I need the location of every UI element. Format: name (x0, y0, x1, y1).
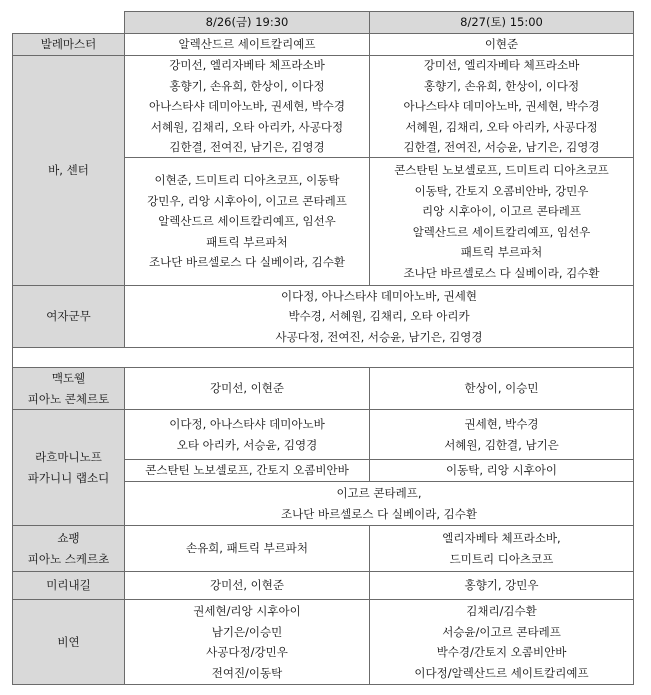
cast-line: 콘스탄틴 노보셀로프, 간토지 오콤비안바 (145, 463, 349, 478)
cast-line: 강미선, 엘리자베타 체프라소바 (423, 58, 580, 73)
header-date-1 (124, 11, 370, 34)
cast-line: 김한결, 전여진, 서승윤, 남기은, 김영경 (403, 140, 600, 155)
biyeon-cast-2 (369, 599, 634, 685)
cast-line: 이동탁, 간토지 오콤비안바, 강민우 (414, 183, 589, 198)
cast-line: 권세현, 박수경 (464, 417, 539, 431)
date-1-text: 8/26(금) 19:30 (205, 15, 289, 30)
bar-center-group2-cast-1 (124, 157, 370, 286)
label-line: 피아노 콘체르토 (27, 391, 110, 406)
label-line: 파가니니 랩소디 (27, 470, 110, 485)
bar-center-label-text: 바, 센터 (48, 163, 89, 178)
cast-line: 조나단 바르셀로스 다 실베이라, 김수환 (403, 265, 600, 280)
biyeon-label-text: 비연 (57, 634, 80, 649)
rachmaninoff-row1-cast-2 (369, 409, 634, 460)
cast-line: 강미선, 이현준 (210, 381, 284, 396)
ballet-master-label-text: 발레마스터 (40, 37, 97, 52)
cast-line: 조나단 바르셀로스 다 실베이라, 김수환 (148, 255, 346, 270)
cast-line: 김채리/김수환 (466, 604, 537, 618)
cast-line: 한상이, 이승민 (464, 381, 539, 396)
female-corps-label-text: 여자군무 (46, 309, 91, 324)
ballet-master-label (12, 33, 125, 56)
macdowell-cast-2 (369, 367, 634, 410)
cast-line: 서혜원, 김채리, 오타 아리카, 사공다정 (150, 119, 344, 134)
cast-line: 리앙 시후아이, 이고르 콘타레프 (421, 204, 582, 218)
cast-line: 서승윤/이고르 콘타레프 (442, 624, 561, 639)
cast-line: 아나스타샤 데미아노바, 권세현, 박수경 (403, 99, 600, 114)
cast-line: 알렉산드르 세이트칼리예프, 임선우 (412, 224, 591, 239)
chopin-label (12, 525, 125, 572)
ballet-master-cast-1-text: 알렉산드르 세이트칼리예프 (178, 37, 316, 52)
cast-line: 박수경, 서혜원, 김채리, 오타 아리카 (288, 309, 470, 324)
macdowell-label (12, 367, 125, 410)
cast-line: 조나단 바르셀로스 다 실베이라, 김수환 (280, 506, 478, 521)
cast-line: 오타 아리카, 서승윤, 김영경 (176, 437, 318, 452)
ballet-master-cast-2-text: 이현준 (484, 37, 519, 52)
date-2-text: 8/27(토) 15:00 (460, 15, 543, 30)
rachmaninoff-row2-cast-2 (369, 459, 634, 482)
cast-line: 홍향기, 손유희, 한상이, 이다정 (169, 78, 325, 93)
cast-line: 이다정, 아나스타샤 데미아노바 (169, 417, 325, 431)
cast-line: 서혜원, 김한결, 남기은 (444, 437, 559, 452)
cast-line: 드미트리 디아츠코프 (449, 551, 554, 566)
label-line: 쇼팽 (57, 531, 80, 545)
cast-line: 남기은/이승민 (211, 624, 283, 639)
mirinaegil-label-text: 미리내길 (46, 578, 91, 593)
bar-center-group1-cast-1 (124, 55, 370, 158)
header-corner-cell (12, 11, 125, 34)
rachmaninoff-row3-cast (124, 481, 634, 526)
bar-center-label (12, 55, 125, 286)
cast-line: 패트릭 부르파처 (206, 234, 288, 249)
cast-line: 강미선, 이현준 (210, 578, 284, 593)
header-date-2 (369, 11, 634, 34)
cast-line: 홍향기, 강민우 (464, 578, 539, 593)
label-line: 피아노 스케르초 (27, 551, 110, 566)
cast-line: 알렉산드르 세이트칼리예프, 임선우 (158, 214, 336, 229)
mirinaegil-label (12, 571, 125, 600)
rachmaninoff-label (12, 409, 125, 526)
cast-line: 권세현/리앙 시후아이 (193, 604, 301, 618)
cast-line: 이동탁, 리앙 시후아이 (446, 463, 557, 478)
cast-line: 강미선, 엘리자베타 체프라소바 (169, 58, 325, 73)
cast-line: 서혜원, 김채리, 오타 아리카, 사공다정 (405, 119, 598, 134)
biyeon-cast-1 (124, 599, 370, 685)
rachmaninoff-row1-cast-1 (124, 409, 370, 460)
female-corps-cast (124, 285, 634, 348)
cast-line: 강민우, 리앙 시후아이, 이고르 콘타레프 (147, 193, 347, 208)
cast-line: 사공다정/강민우 (206, 645, 288, 659)
cast-line: 손유희, 패트릭 부르파처 (185, 541, 309, 556)
cast-line: 전여진/이동탁 (211, 665, 283, 680)
bar-center-group2-cast-2 (369, 157, 634, 286)
cast-line: 패트릭 부르파처 (460, 245, 543, 259)
cast-line: 이현준, 드미트리 디아츠코프, 이동탁 (154, 173, 340, 188)
cast-line: 이다정, 아나스타샤 데미아노바, 권세현 (280, 288, 478, 303)
mirinaegil-cast-1 (124, 571, 370, 600)
female-corps-label (12, 285, 125, 348)
cast-line: 엘리자베타 체프라소바, (442, 531, 561, 545)
macdowell-cast-1 (124, 367, 370, 410)
cast-line: 사공다정, 전여진, 서승윤, 남기은, 김영경 (275, 329, 483, 344)
bar-center-group1-cast-2 (369, 55, 634, 158)
chopin-cast-1 (124, 525, 370, 572)
section-divider-row (12, 347, 634, 368)
cast-line: 아나스타샤 데미아노바, 권세현, 박수경 (148, 99, 346, 114)
cast-line: 콘스탄틴 노보셀로프, 드미트리 디아츠코프 (394, 163, 609, 177)
label-line: 라흐마니노프 (35, 450, 102, 464)
biyeon-label (12, 599, 125, 685)
mirinaegil-cast-2 (369, 571, 634, 600)
ballet-master-cast-2 (369, 33, 634, 56)
label-line: 맥도웰 (51, 371, 86, 385)
chopin-cast-2 (369, 525, 634, 572)
rachmaninoff-row2-cast-1 (124, 459, 370, 482)
cast-line: 박수경/간토지 오콤비안바 (436, 645, 567, 659)
cast-line: 이고르 콘타레프, (336, 486, 422, 500)
ballet-master-cast-1 (124, 33, 370, 56)
cast-line: 홍향기, 손유희, 한상이, 이다정 (423, 78, 580, 93)
cast-line: 이다정/알렉산드르 세이트칼리예프 (414, 665, 589, 680)
cast-line: 김한결, 전여진, 남기은, 김영경 (169, 140, 325, 155)
